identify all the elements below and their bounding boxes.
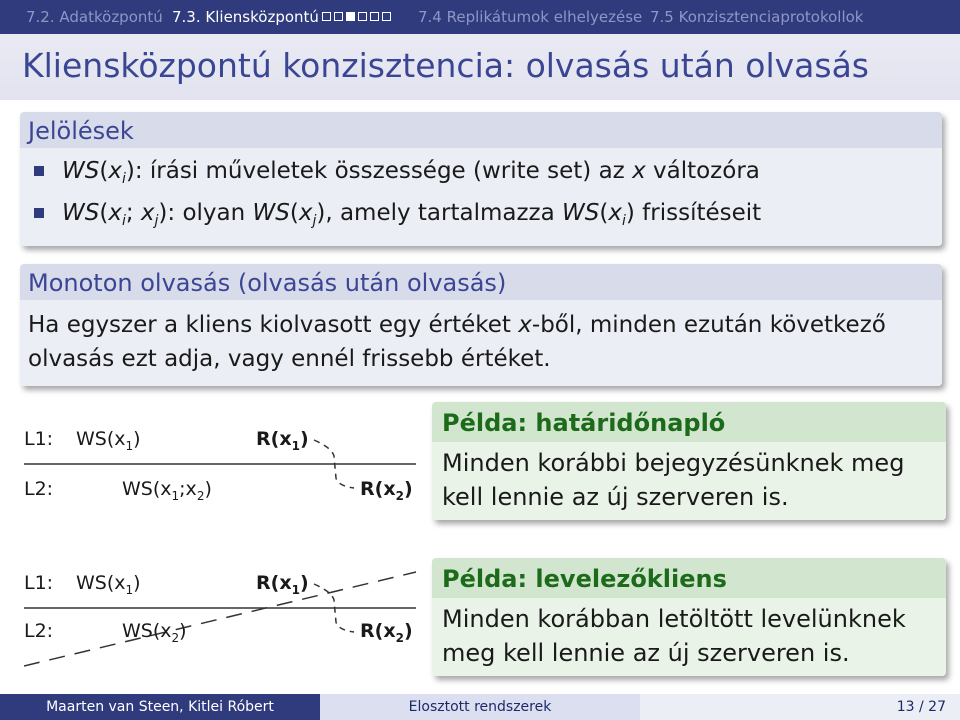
nav-section-7-4[interactable]: 7.4 Replikátumok elhelyezése: [418, 8, 643, 26]
consistent-diagram: [24, 420, 424, 530]
bullet-square-icon: [34, 166, 44, 176]
nav-dot[interactable]: [370, 12, 379, 21]
nav-section-7-3[interactable]: 7.3. Kliensközpontú: [172, 8, 319, 26]
notation-block: [20, 112, 942, 246]
write-set-x1-x2: $WS(x_1;x_2)$: [122, 478, 212, 503]
frame-title-bar: [0, 34, 960, 100]
monotonic-read-definition: Ha egyszer a kliens kiolvasott egy értéket x-ből, minden ezután következő olvasás ezt adja, vagy ennél frissebb értéket.: [20, 300, 942, 386]
bullet-square-icon: [34, 208, 44, 218]
page-title: Kliensközpontú konzisztencia: olvasás után olvasás: [22, 46, 869, 85]
nav-dot[interactable]: [334, 12, 343, 21]
label-l2: L2:: [24, 620, 54, 642]
example-calendar-block: [432, 402, 946, 520]
nav-dot-current[interactable]: [346, 12, 355, 21]
footer: [0, 694, 960, 720]
notation-body: [20, 148, 942, 246]
monotonic-read-heading: Monoton olvasás (olvasás után olvasás): [20, 264, 942, 300]
label-l1: L1:: [24, 572, 54, 594]
nav-section-7-5[interactable]: 7.5 Konzisztenciaprotokollok: [650, 8, 864, 26]
nav-dot[interactable]: [322, 12, 331, 21]
monotonic-read-block: [20, 264, 942, 386]
example-calendar-heading: Példa: határidőnapló: [432, 402, 946, 442]
read-x1: $R(x_1)$: [256, 572, 309, 597]
write-set-x1: $WS(x_1)$: [76, 572, 141, 597]
example-mail-heading: Példa: levelezőkliens: [432, 558, 946, 598]
label-l1: L1:: [24, 428, 54, 450]
notation-heading: Jelölések: [20, 112, 942, 148]
example-calendar-text: Minden korábbi bejegyzésünknek meg kell lennie az új szerveren is.: [432, 442, 946, 520]
subsection-dots[interactable]: [322, 12, 394, 22]
footer-course: Elosztott rendszerek: [320, 694, 640, 720]
nav-dot[interactable]: [358, 12, 367, 21]
read-x2: $R(x_2)$: [360, 478, 413, 503]
example-mail-block: [432, 558, 946, 676]
read-x2: $R(x_2)$: [360, 620, 413, 645]
read-x1: $R(x_1)$: [256, 428, 309, 453]
top-navigation: [0, 0, 960, 34]
example-mail-text: Minden korábban letöltött levelünknek meg kell lennie az új szerveren is.: [432, 598, 946, 676]
notation-item-ws-pair: $WS(x_i$; $x_j$): olyan $WS(x_j)$, amely tartalmazza $WS(x_i)$ frissítéseit: [62, 196, 934, 238]
notation-item-ws: $WS(x_i)$: írási műveletek összessége (write set) az x változóra: [62, 154, 934, 196]
inconsistent-diagram: [24, 560, 424, 670]
footer-page-number: 13 / 27: [640, 694, 960, 720]
footer-authors: Maarten van Steen, Kitlei Róbert: [0, 694, 320, 720]
label-l2: L2:: [24, 478, 54, 500]
nav-dot[interactable]: [382, 12, 391, 21]
write-set-x1: $WS(x_1)$: [76, 428, 141, 453]
nav-section-7-2[interactable]: 7.2. Adatközpontú: [26, 8, 163, 26]
write-set-x2: $WS(x_2)$: [122, 620, 187, 645]
